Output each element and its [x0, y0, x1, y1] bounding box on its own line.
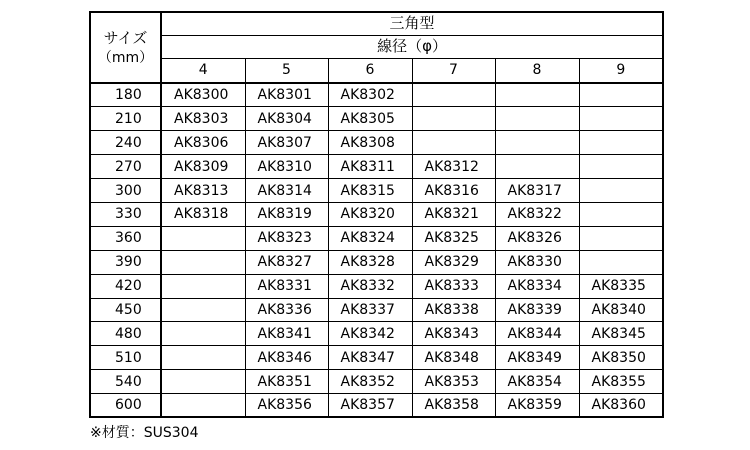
size-column-header: [90, 12, 161, 83]
part-number-cell: AK8332: [328, 274, 412, 298]
diameter-header-row: [90, 58, 663, 83]
part-number-cell: AK8335: [579, 274, 663, 298]
size-cell: 420: [90, 274, 161, 298]
part-number-cell: AK8316: [412, 179, 495, 203]
part-number-cell: AK8308: [328, 131, 412, 155]
part-number-cell: AK8340: [579, 298, 663, 322]
part-number-cell: AK8321: [412, 202, 495, 226]
part-number-cell: AK8325: [412, 226, 495, 250]
part-number-cell: AK8358: [412, 394, 495, 418]
diameter-header-cell: 4: [161, 58, 245, 83]
part-number-cell: AK8309: [161, 155, 245, 179]
part-number-cell: [495, 155, 579, 179]
diameter-header-cell: 8: [495, 58, 579, 83]
part-number-cell: [495, 83, 579, 107]
size-cell: 300: [90, 179, 161, 203]
material-note: ※材質：SUS304: [90, 425, 199, 441]
part-number-cell: [161, 346, 245, 370]
part-number-cell: AK8334: [495, 274, 579, 298]
part-number-cell: [579, 179, 663, 203]
part-number-cell: AK8330: [495, 250, 579, 274]
part-number-cell: AK8320: [328, 202, 412, 226]
size-cell: 270: [90, 155, 161, 179]
part-number-cell: AK8333: [412, 274, 495, 298]
part-number-cell: AK8301: [245, 83, 328, 107]
table-row: [90, 250, 663, 274]
part-number-cell: AK8337: [328, 298, 412, 322]
part-number-cell: AK8323: [245, 226, 328, 250]
size-cell: 540: [90, 370, 161, 394]
spec-table: [89, 11, 664, 418]
part-number-cell: AK8354: [495, 370, 579, 394]
part-number-cell: [495, 107, 579, 131]
part-number-cell: [161, 274, 245, 298]
table-body: [90, 83, 663, 417]
part-number-cell: AK8329: [412, 250, 495, 274]
part-number-cell: [161, 322, 245, 346]
part-number-cell: AK8300: [161, 83, 245, 107]
table-row: [90, 394, 663, 418]
shape-header: 三角型: [161, 12, 663, 35]
part-number-cell: AK8357: [328, 394, 412, 418]
part-number-cell: [412, 107, 495, 131]
part-number-cell: AK8322: [495, 202, 579, 226]
part-number-cell: AK8342: [328, 322, 412, 346]
part-number-cell: AK8307: [245, 131, 328, 155]
part-number-cell: AK8324: [328, 226, 412, 250]
table-row: [90, 346, 663, 370]
part-number-cell: AK8317: [495, 179, 579, 203]
part-number-cell: AK8306: [161, 131, 245, 155]
size-cell: 330: [90, 202, 161, 226]
size-header-label: サイズ: [103, 28, 148, 47]
size-cell: 180: [90, 83, 161, 107]
table-row: [90, 370, 663, 394]
diameter-header-cell: 9: [579, 58, 663, 83]
part-number-cell: [495, 131, 579, 155]
table-row: [90, 202, 663, 226]
table-row: [90, 322, 663, 346]
part-number-cell: [161, 394, 245, 418]
diameter-header-cell: 6: [328, 58, 412, 83]
table-row: [90, 131, 663, 155]
part-number-cell: [579, 202, 663, 226]
part-number-cell: AK8346: [245, 346, 328, 370]
diameter-header-cell: 5: [245, 58, 328, 83]
part-number-cell: AK8302: [328, 83, 412, 107]
part-number-cell: AK8353: [412, 370, 495, 394]
size-unit-label: （mm）: [97, 49, 154, 66]
table-row: [90, 274, 663, 298]
part-number-cell: AK8347: [328, 346, 412, 370]
part-number-cell: AK8339: [495, 298, 579, 322]
part-number-cell: AK8328: [328, 250, 412, 274]
part-number-cell: AK8311: [328, 155, 412, 179]
part-number-cell: [412, 131, 495, 155]
size-cell: 360: [90, 226, 161, 250]
part-number-cell: AK8305: [328, 107, 412, 131]
part-number-cell: [161, 298, 245, 322]
part-number-cell: AK8313: [161, 179, 245, 203]
table-row: [90, 298, 663, 322]
part-number-cell: AK8319: [245, 202, 328, 226]
part-number-cell: AK8318: [161, 202, 245, 226]
part-number-cell: AK8336: [245, 298, 328, 322]
part-number-cell: [161, 250, 245, 274]
part-number-cell: AK8348: [412, 346, 495, 370]
table-header: [90, 12, 663, 83]
size-cell: 240: [90, 131, 161, 155]
part-number-cell: AK8352: [328, 370, 412, 394]
part-number-cell: AK8326: [495, 226, 579, 250]
part-number-cell: [579, 226, 663, 250]
size-cell: 600: [90, 394, 161, 418]
part-number-cell: AK8315: [328, 179, 412, 203]
part-number-cell: AK8349: [495, 346, 579, 370]
size-cell: 450: [90, 298, 161, 322]
part-number-cell: AK8350: [579, 346, 663, 370]
part-number-cell: [579, 131, 663, 155]
part-number-cell: AK8343: [412, 322, 495, 346]
part-number-cell: [579, 83, 663, 107]
part-number-cell: AK8356: [245, 394, 328, 418]
part-number-cell: AK8344: [495, 322, 579, 346]
part-number-cell: [579, 250, 663, 274]
part-number-cell: [579, 155, 663, 179]
part-number-cell: AK8304: [245, 107, 328, 131]
part-number-cell: AK8341: [245, 322, 328, 346]
part-number-cell: AK8314: [245, 179, 328, 203]
part-number-cell: [161, 226, 245, 250]
table-row: [90, 83, 663, 107]
part-number-cell: AK8327: [245, 250, 328, 274]
part-number-cell: AK8331: [245, 274, 328, 298]
table-row: [90, 155, 663, 179]
part-number-cell: AK8359: [495, 394, 579, 418]
part-number-cell: AK8338: [412, 298, 495, 322]
part-number-cell: AK8351: [245, 370, 328, 394]
part-number-cell: AK8312: [412, 155, 495, 179]
size-cell: 210: [90, 107, 161, 131]
diameter-header-cell: 7: [412, 58, 495, 83]
size-cell: 390: [90, 250, 161, 274]
part-number-cell: AK8360: [579, 394, 663, 418]
part-number-cell: AK8310: [245, 155, 328, 179]
part-number-cell: [412, 83, 495, 107]
part-number-cell: [161, 370, 245, 394]
part-number-cell: AK8345: [579, 322, 663, 346]
part-number-cell: AK8355: [579, 370, 663, 394]
wire-diameter-header: 線径（φ）: [161, 35, 663, 58]
size-cell: 480: [90, 322, 161, 346]
table-row: [90, 179, 663, 203]
table-row: [90, 107, 663, 131]
part-number-cell: AK8303: [161, 107, 245, 131]
size-cell: 510: [90, 346, 161, 370]
table-row: [90, 226, 663, 250]
spec-table-container: [89, 11, 662, 417]
part-number-cell: [579, 107, 663, 131]
